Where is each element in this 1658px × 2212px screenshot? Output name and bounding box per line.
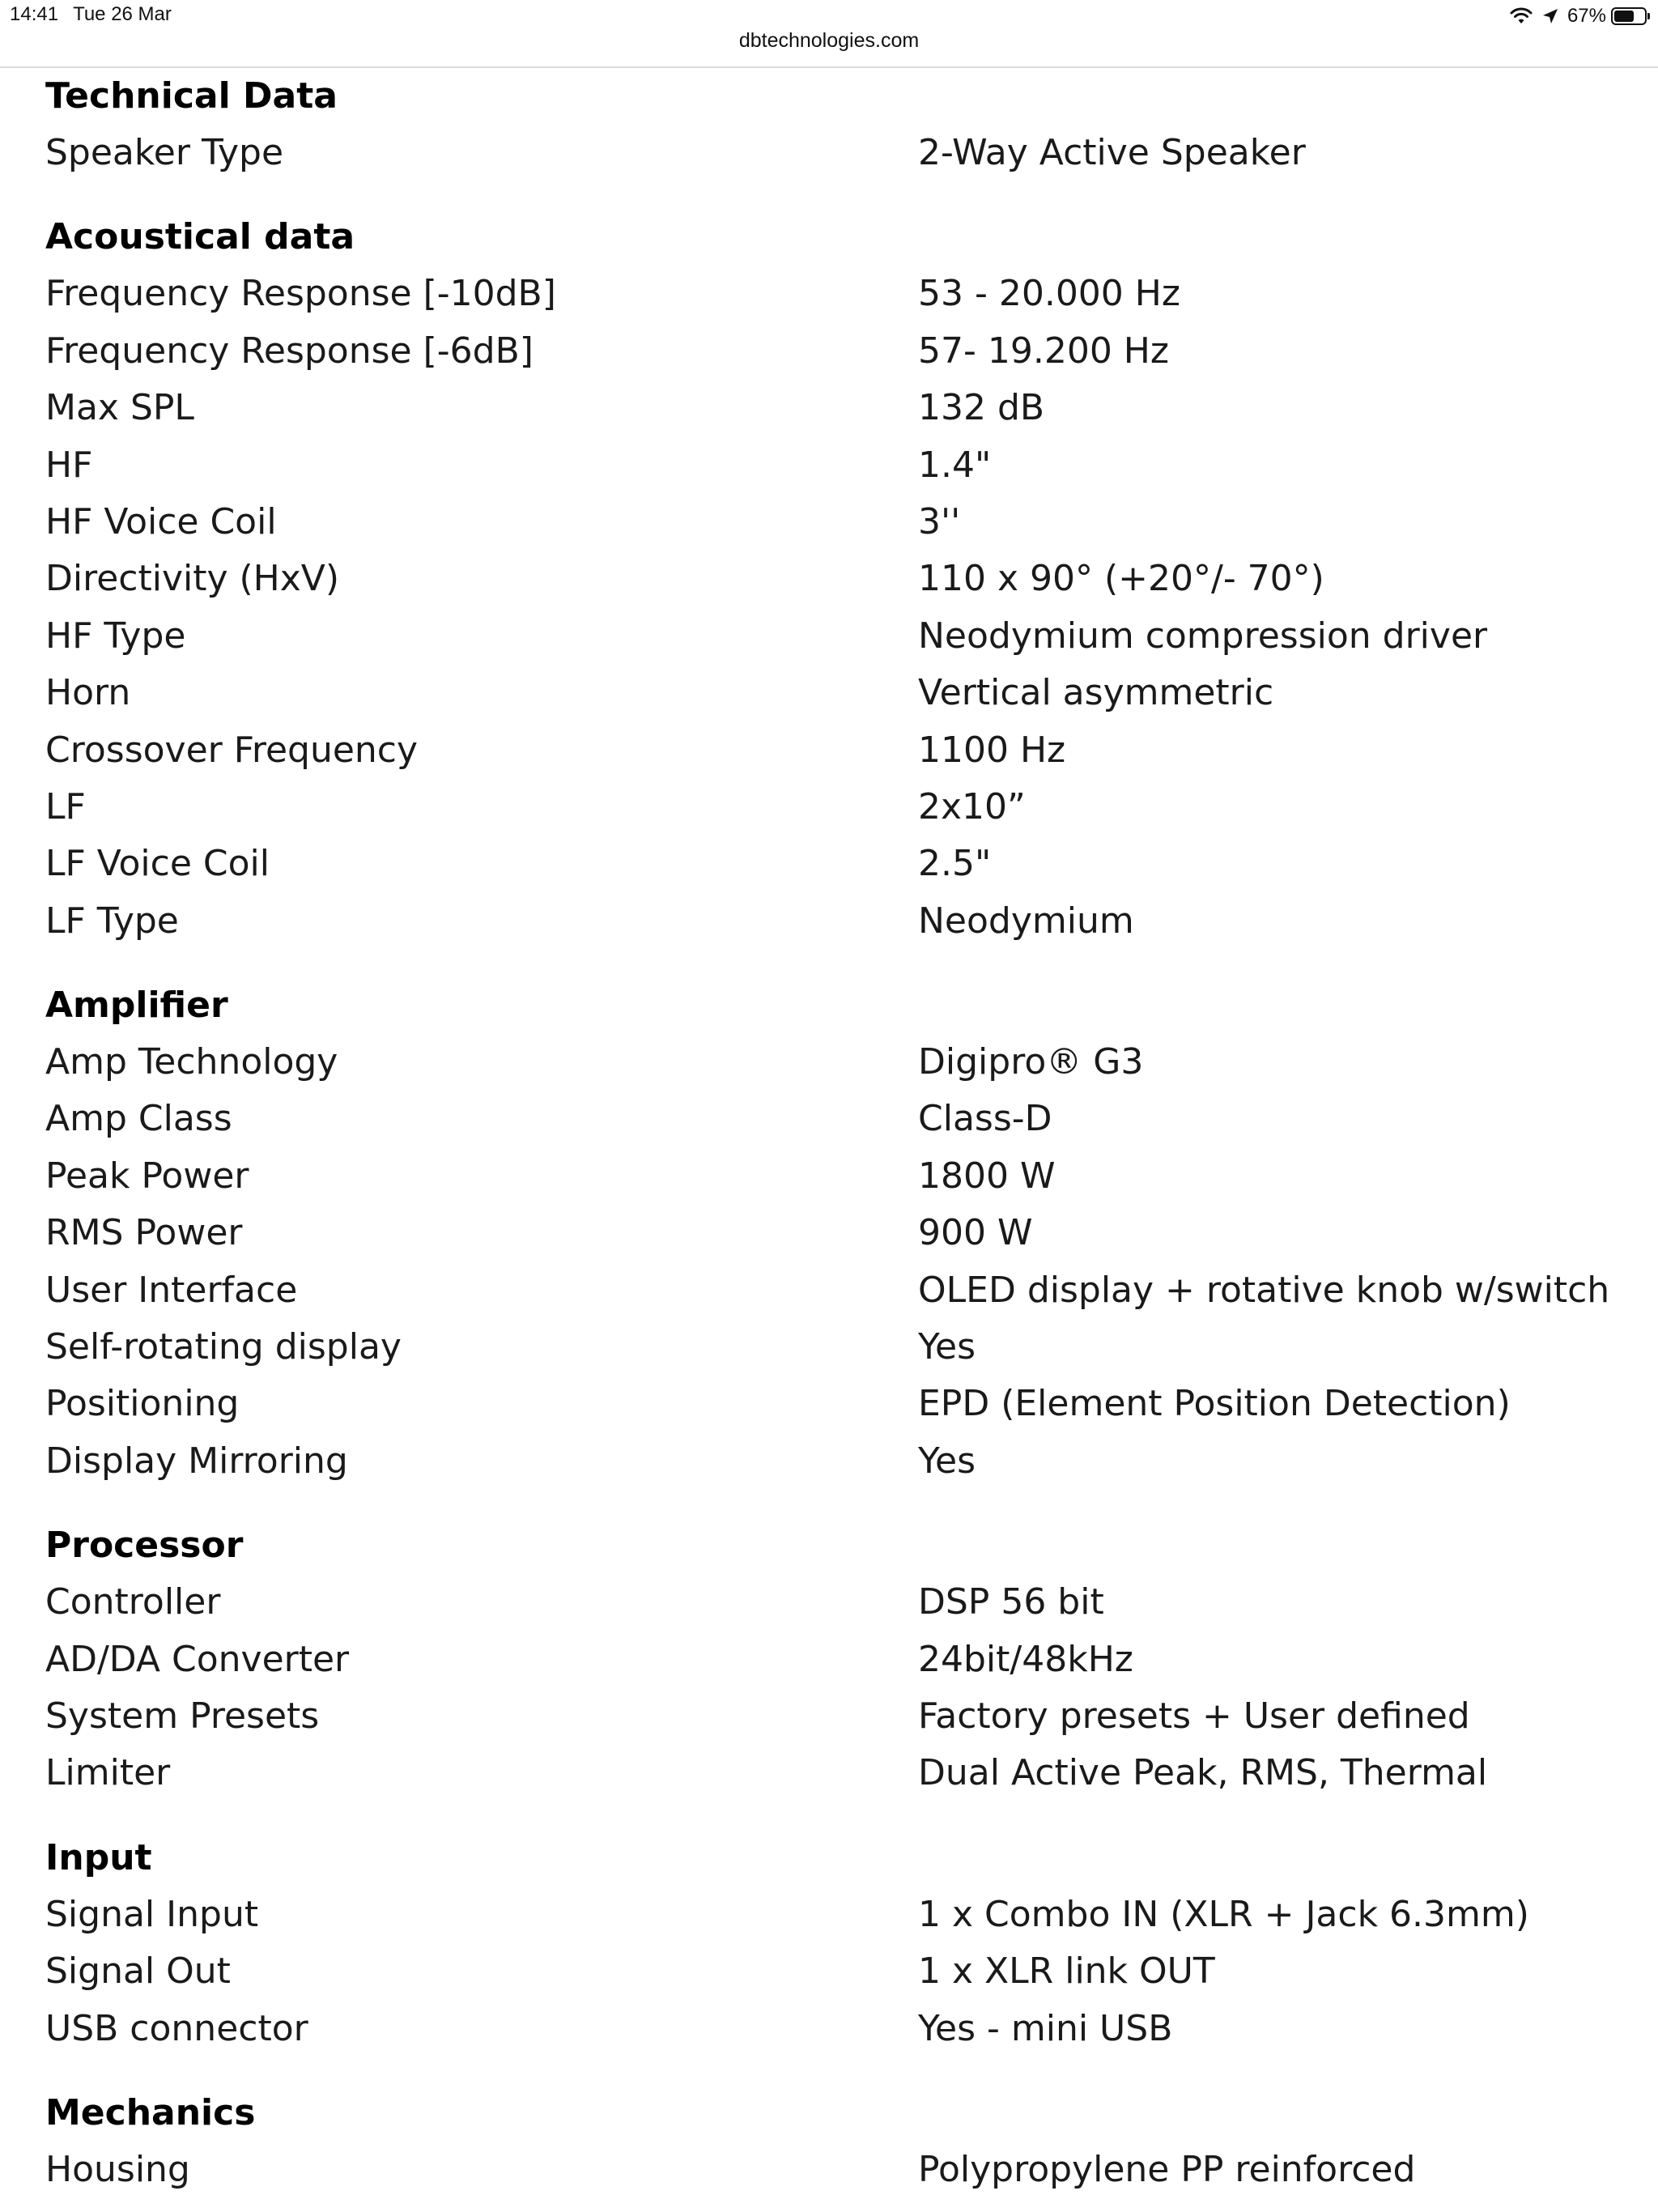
spec-label: Directivity (HxV) xyxy=(45,558,340,600)
battery-level-fill xyxy=(1614,11,1634,22)
spec-label: Display Mirroring xyxy=(45,1440,348,1482)
spec-label: User Interface xyxy=(45,1269,298,1311)
spec-label: LF Voice Coil xyxy=(45,843,270,885)
spec-row xyxy=(0,1745,1658,1802)
spec-value: Class-D xyxy=(918,1098,1052,1140)
section-title: Amplifier xyxy=(45,985,228,1027)
status-clock xyxy=(10,3,172,26)
spec-label: LF xyxy=(45,785,86,827)
spec-row xyxy=(0,722,1658,779)
spec-label: Positioning xyxy=(45,1383,240,1425)
spec-row xyxy=(0,836,1658,892)
spec-value: 24bit/48kHz xyxy=(918,1638,1133,1680)
spec-row xyxy=(0,1887,1658,1943)
spec-value: Yes - mini USB xyxy=(918,2007,1173,2049)
spec-value: Neodymium compression driver xyxy=(918,615,1488,657)
spec-value: 1 x Combo IN (XLR + Jack 6.3mm) xyxy=(918,1893,1529,1935)
spec-row xyxy=(0,1091,1658,1147)
spec-label: Horn xyxy=(45,672,131,714)
spec-section xyxy=(0,977,1658,1490)
spec-value: 57- 19.200 Hz xyxy=(918,330,1169,372)
spec-value: 2.5" xyxy=(918,843,992,885)
spec-label: HF Type xyxy=(45,615,186,657)
spec-label: Max SPL xyxy=(45,387,194,429)
spec-value: Digipro® G3 xyxy=(918,1041,1144,1083)
spec-row xyxy=(0,1148,1658,1205)
section-title: Mechanics xyxy=(45,2091,256,2133)
spec-label: LF Type xyxy=(45,900,179,942)
spec-label: Housing xyxy=(45,2148,190,2190)
spec-label: Controller xyxy=(45,1581,221,1623)
spec-row xyxy=(0,1433,1658,1490)
spec-value: DSP 56 bit xyxy=(918,1581,1104,1623)
address-bar[interactable] xyxy=(0,29,1658,53)
spec-value: 1.4" xyxy=(918,444,992,486)
spec-label: USB connector xyxy=(45,2007,308,2049)
section-title: Technical Data xyxy=(45,75,338,117)
spec-row xyxy=(0,2142,1658,2198)
address-domain[interactable]: dbtechnologies.com xyxy=(738,29,920,52)
spec-label: HF xyxy=(45,444,93,486)
spec-label: Frequency Response [-6dB] xyxy=(45,330,534,372)
spec-row xyxy=(0,1376,1658,1432)
battery-icon xyxy=(1611,7,1647,25)
spec-row xyxy=(0,323,1658,380)
battery-percent: 67% xyxy=(1567,5,1606,27)
spec-value: 110 x 90° (+20°/- 70°) xyxy=(918,558,1324,600)
spec-row xyxy=(0,380,1658,436)
status-time: 14:41 xyxy=(10,3,59,25)
spec-label: Self-rotating display xyxy=(45,1326,402,1368)
spec-label: Frequency Response [-10dB] xyxy=(45,273,556,315)
spec-section xyxy=(0,209,1658,950)
spec-row xyxy=(0,494,1658,551)
spec-row xyxy=(0,1262,1658,1319)
spec-row xyxy=(0,1688,1658,1745)
spec-value: 132 dB xyxy=(918,387,1045,429)
spec-section xyxy=(0,1517,1658,1802)
spec-row xyxy=(0,125,1658,181)
spec-row xyxy=(0,893,1658,950)
spec-row xyxy=(0,551,1658,607)
spec-value: Polypropylene PP reinforced xyxy=(918,2148,1416,2190)
section-title: Processor xyxy=(45,1525,244,1567)
spec-value: Yes xyxy=(918,1326,976,1368)
spec-label: Speaker Type xyxy=(45,132,284,173)
spec-label: HF Voice Coil xyxy=(45,500,277,542)
spec-row xyxy=(0,665,1658,721)
spec-row xyxy=(0,1034,1658,1091)
spec-row xyxy=(0,608,1658,665)
battery-nub xyxy=(1647,13,1650,19)
spec-label: RMS Power xyxy=(45,1212,243,1254)
spec-row xyxy=(0,779,1658,836)
spec-value: Dual Active Peak, RMS, Thermal xyxy=(918,1752,1488,1794)
section-title: Input xyxy=(45,1836,152,1878)
status-indicators xyxy=(1509,3,1650,29)
spec-value: Vertical asymmetric xyxy=(918,672,1274,714)
spec-value: Yes xyxy=(918,1440,976,1482)
spec-label: Signal Input xyxy=(45,1893,259,1935)
spec-label: Amp Class xyxy=(45,1098,232,1140)
spec-row xyxy=(0,1631,1658,1688)
spec-value: EPD (Element Position Detection) xyxy=(918,1383,1511,1425)
spec-label: Peak Power xyxy=(45,1155,249,1197)
spec-label: Amp Technology xyxy=(45,1041,338,1083)
wifi-icon xyxy=(1509,6,1533,26)
spec-value: 2x10” xyxy=(918,785,1026,827)
status-date: Tue 26 Mar xyxy=(73,3,172,25)
spec-value: Factory presets + User defined xyxy=(918,1695,1470,1737)
spec-row xyxy=(0,266,1658,322)
spec-label: Limiter xyxy=(45,1752,171,1794)
spec-label: Signal Out xyxy=(45,1950,231,1993)
spec-label: System Presets xyxy=(45,1695,320,1737)
spec-section xyxy=(0,1830,1658,2057)
spec-value: 1100 Hz xyxy=(918,729,1066,771)
spec-value: 2-Way Active Speaker xyxy=(918,132,1306,173)
spec-row xyxy=(0,1205,1658,1261)
spec-value: 1800 W xyxy=(918,1155,1056,1197)
spec-value: 1 x XLR link OUT xyxy=(918,1950,1215,1993)
spec-value: 3'' xyxy=(918,500,961,542)
location-arrow-icon xyxy=(1541,7,1559,25)
spec-row xyxy=(0,1574,1658,1631)
spec-row xyxy=(0,1319,1658,1376)
spec-label: AD/DA Converter xyxy=(45,1638,350,1680)
spec-value: 53 - 20.000 Hz xyxy=(918,273,1180,315)
spec-row xyxy=(0,1943,1658,2000)
spec-section xyxy=(0,2085,1658,2198)
spec-value: OLED display + rotative knob w/switch xyxy=(918,1269,1610,1311)
spec-row xyxy=(0,2001,1658,2057)
spec-value: Neodymium xyxy=(918,900,1134,942)
spec-row xyxy=(0,437,1658,494)
spec-value: 900 W xyxy=(918,1212,1033,1254)
spec-table xyxy=(0,68,1658,2198)
spec-label: Crossover Frequency xyxy=(45,729,419,771)
section-title: Acoustical data xyxy=(45,216,355,258)
spec-section xyxy=(0,68,1658,181)
